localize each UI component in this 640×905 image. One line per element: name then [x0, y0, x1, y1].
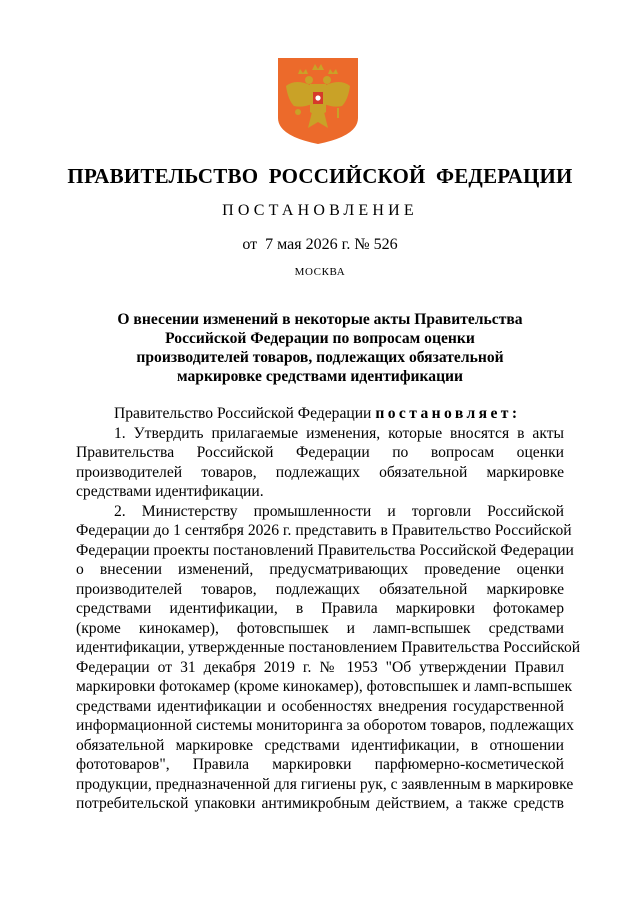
body-line: средствами идентификации и особенностях внедрения государственной — [76, 697, 564, 715]
emblem-graphic — [276, 56, 360, 146]
subject-line: О внесении изменений в некоторые акты Правительства — [117, 311, 523, 328]
body-line: средствами идентификации. — [76, 483, 264, 500]
document-body — [76, 404, 581, 814]
body-line: (кроме кинокамер), фотовспышек и ламп-вспышек средствами — [76, 619, 564, 637]
body-line: 1. Утвердить прилагаемые изменения, которые вносятся в акты — [114, 424, 564, 442]
body-line: 2. Министерству промышленности и торговли Российской — [114, 502, 564, 520]
body-line: маркировки фотокамер (кроме кинокамер), фотовспышек и ламп-вспышек — [76, 678, 573, 695]
intro-text: Правительство Российской Федерации — [114, 405, 372, 422]
date-number-text: от 7 мая 2026 г. № 526 — [242, 236, 398, 253]
body-line: Федерации от 31 декабря 2019 г. № 1953 "Об утверждении Правил — [76, 658, 564, 676]
body-line: информационной системы мониторинга за оборотом товаров, подлежащих — [76, 717, 574, 734]
decree-word: постановляет: — [375, 405, 521, 422]
subject-line: Российской Федерации по вопросам оценки — [165, 330, 475, 347]
body-line: фототоваров", Правила маркировки парфюмерно-косметической — [76, 756, 564, 773]
body-line: производителей товаров, подлежащих обязательной маркировке — [76, 463, 564, 481]
document-date-number — [0, 236, 640, 254]
body-line: средствами идентификации, в Правила маркировки фотокамер — [76, 600, 564, 617]
body-line: потребительской упаковки антимикробным действием, а также средств — [76, 795, 564, 812]
document-subject — [100, 310, 540, 386]
body-line: обязательной маркировке средствами идентификации, в отношении — [76, 736, 564, 754]
coat-of-arms-icon — [276, 56, 360, 146]
subject-line: маркировке средствами идентификации — [176, 368, 464, 385]
body-line: производителей товаров, подлежащих обязательной маркировке — [76, 580, 564, 598]
body-line: продукции, предназначенной для гигиены рук, с заявленным в маркировке — [76, 775, 574, 793]
body-line: идентификации, утвержденные постановлением Правительства Российской — [76, 639, 581, 656]
body-line: Федерации до 1 сентября 2026 г. представить в Правительство Российской — [76, 522, 572, 539]
government-title: ПРАВИТЕЛЬСТВО РОССИЙСКОЙ ФЕДЕРАЦИИ — [67, 164, 573, 188]
body-line: Правительства Российской Федерации по вопросам оценки — [76, 444, 564, 461]
intro-line — [76, 404, 564, 424]
document-type: ПОСТАНОВЛЕНИЕ — [222, 202, 418, 219]
document-city: МОСКВА — [294, 266, 346, 278]
body-line: о внесении изменений, предусматривающих проведение оценки — [76, 561, 564, 578]
body-line: Федерации проекты постановлений Правительства Российской Федерации — [76, 541, 574, 559]
subject-line: производителей товаров, подлежащих обязательной — [136, 349, 504, 366]
